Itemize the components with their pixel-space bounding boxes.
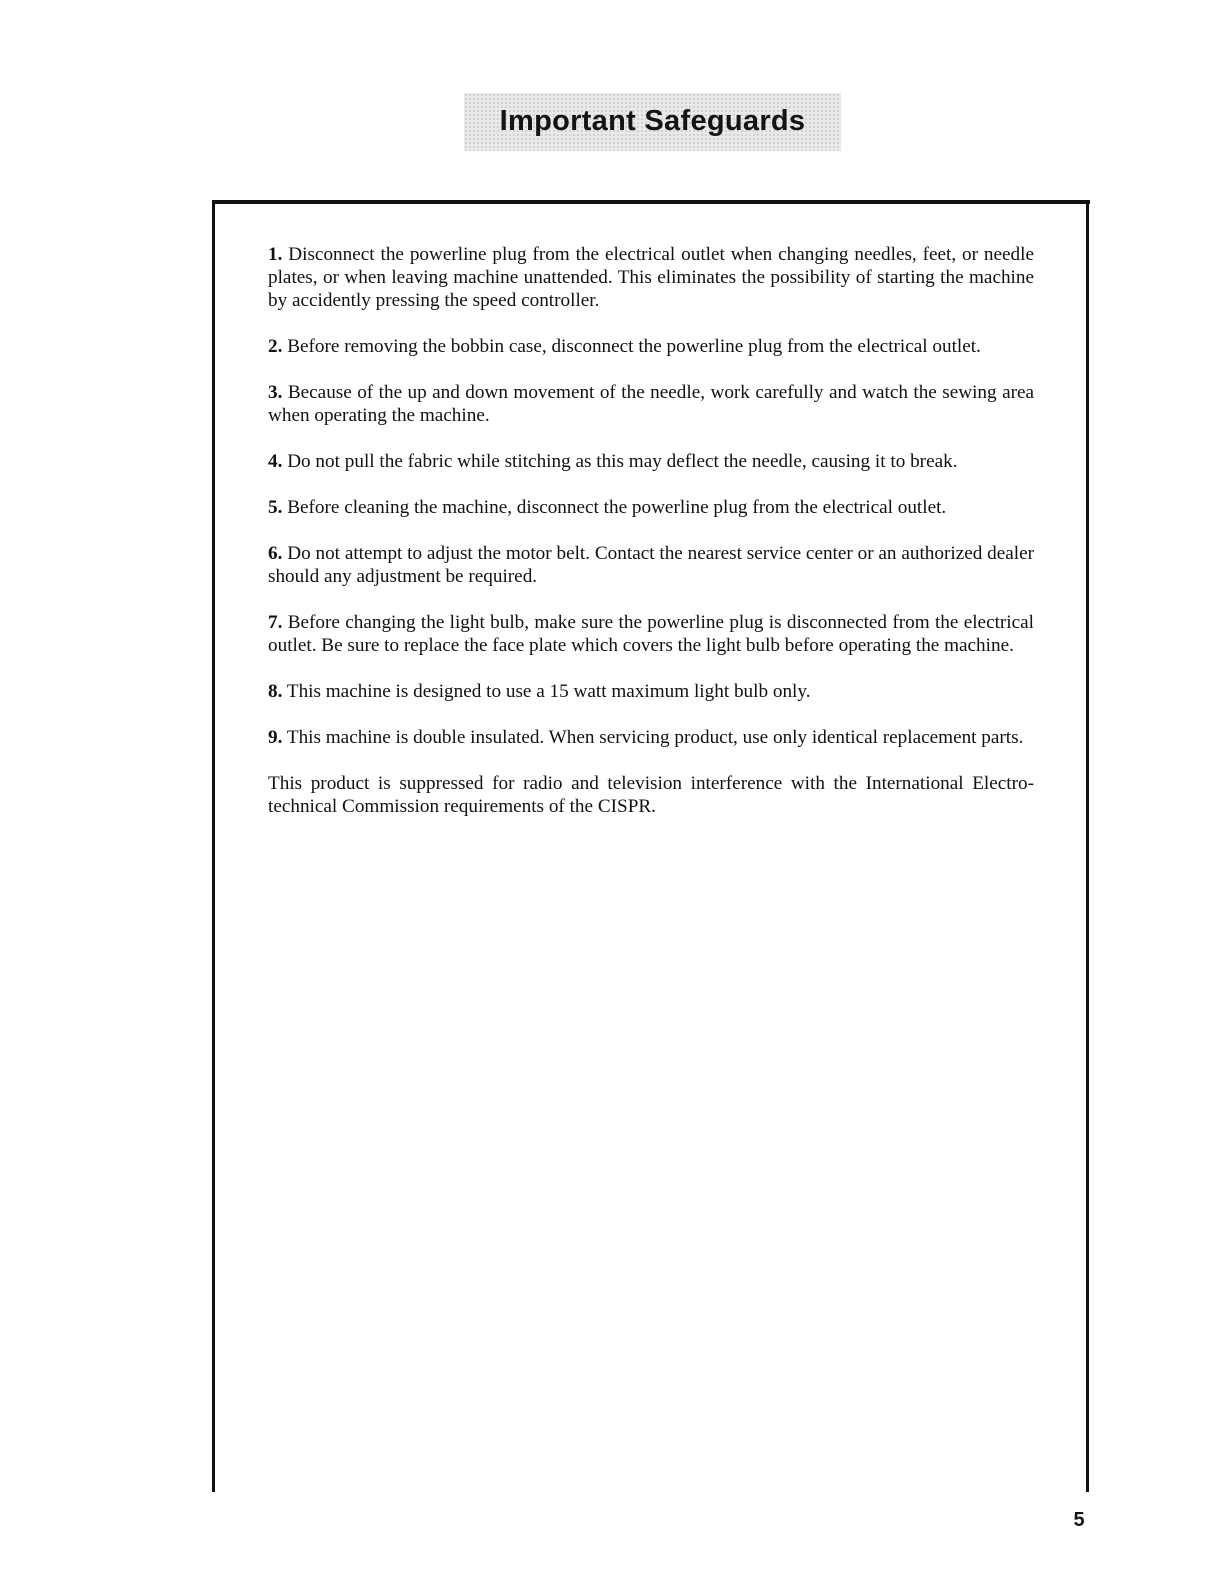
safeguard-number: 4. [268, 451, 283, 472]
safeguard-item-2 [268, 335, 1034, 358]
safeguard-number: 1. [268, 244, 283, 265]
safeguard-item-6 [268, 542, 1034, 588]
page-title: Important Safeguards [499, 104, 806, 137]
safeguard-item-3 [268, 381, 1034, 427]
safeguard-text: This machine is designed to use a 15 watt maximum light bulb only. [286, 681, 811, 702]
safeguard-item-9 [268, 726, 1034, 749]
frame-left-border [212, 200, 215, 1492]
safeguards-list [268, 243, 1034, 841]
frame-right-border [1086, 200, 1089, 1492]
safeguard-text: Before removing the bobbin case, disconnect the powerline plug from the electrical outlet. [287, 336, 981, 357]
safeguard-number: 9. [268, 727, 283, 748]
safeguard-text: Before changing the light bulb, make sure the powerline plug is disconnected from the electrical outlet. Be sure to replace the face plate which covers the light bulb before operating the machine. [268, 612, 1035, 656]
closing-note: This product is suppressed for radio and television interference with the International Electro-technical Commission requirements of the CISPR. [268, 773, 1034, 817]
safeguard-text: Disconnect the powerline plug from the electrical outlet when changing needles, feet, or needle plates, or when leaving machine unattended. This eliminates the possibility of starting the machine by accidently pressing the speed controller. [268, 244, 1034, 311]
safeguard-item-7 [268, 611, 1034, 657]
frame-top-border [212, 200, 1090, 204]
safeguard-item-4 [268, 450, 1034, 473]
safeguard-text: Because of the up and down movement of the needle, work carefully and watch the sewing area when operating the machine. [268, 382, 1035, 426]
page-number: 5 [1073, 1509, 1085, 1531]
safeguard-item-8 [268, 680, 1034, 703]
safeguard-number: 2. [268, 336, 283, 357]
safeguard-item-1 [268, 243, 1034, 312]
safeguard-text: Before cleaning the machine, disconnect the powerline plug from the electrical outlet. [287, 497, 947, 518]
safeguard-text: Do not attempt to adjust the motor belt. Contact the nearest service center or an authorized dealer should any adjustment be required. [268, 543, 1034, 587]
title-band [464, 93, 841, 151]
safeguard-number: 3. [268, 382, 283, 403]
safeguard-number: 7. [268, 612, 283, 633]
safeguard-number: 6. [268, 543, 283, 564]
safeguard-number: 5. [268, 497, 283, 518]
safeguard-text: This machine is double insulated. When servicing product, use only identical replacement parts. [286, 727, 1024, 748]
safeguard-item-5 [268, 496, 1034, 519]
safeguard-text: Do not pull the fabric while stitching as this may deflect the needle, causing it to break. [287, 451, 958, 472]
safeguard-number: 8. [268, 681, 283, 702]
